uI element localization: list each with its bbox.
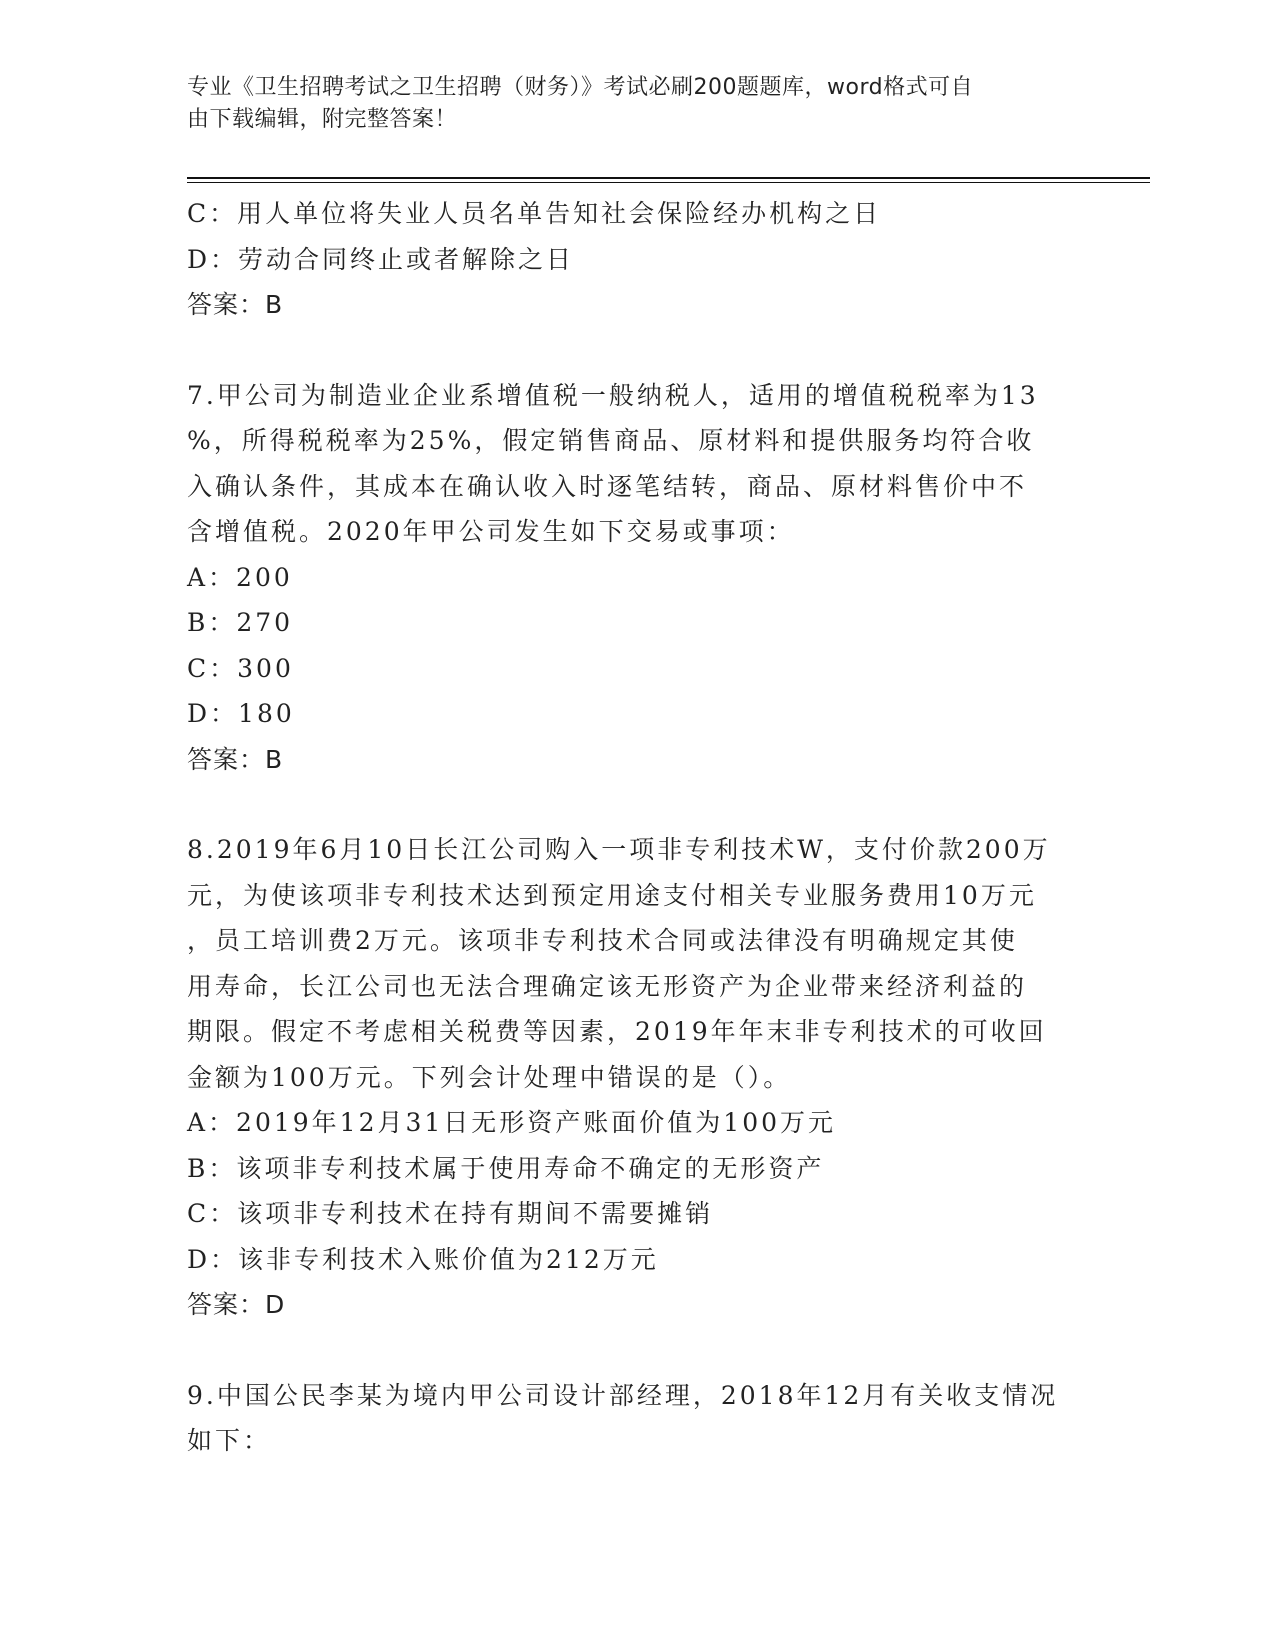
- question-stem-line: 期限。假定不考虑相关税费等因素，2019年年末非专利技术的可收回: [187, 1017, 1047, 1046]
- option-d: D：劳动合同终止或者解除之日: [187, 244, 575, 274]
- question-stem-line: 金额为100万元。下列会计处理中错误的是（）。: [187, 1062, 792, 1092]
- question-stem-line: 含增值税。2020年甲公司发生如下交易或事项：: [187, 517, 795, 546]
- question-stem-line: 如下：: [187, 1426, 272, 1455]
- header-divider-thin: [187, 182, 1150, 183]
- question-7: [187, 373, 1087, 783]
- option-a: A：2019年12月31日无形资产账面价值为100万元: [187, 1108, 837, 1137]
- option-c: C：用人单位将失业人员名单告知社会保险经办机构之日: [187, 199, 882, 228]
- option-a: A：200: [187, 562, 293, 592]
- question-content: [187, 191, 1087, 1464]
- question-6-continued: [187, 191, 1087, 328]
- question-9: [187, 1373, 1087, 1464]
- header-line-2: 由下载编辑，附完整答案！: [187, 107, 458, 132]
- answer-line: 答案：D: [187, 1290, 286, 1319]
- spacer: [187, 782, 1087, 827]
- answer-line: 答案：B: [187, 290, 284, 319]
- question-8: [187, 827, 1087, 1328]
- option-c: C：300: [187, 653, 294, 683]
- question-stem-line: 9.中国公民李某为境内甲公司设计部经理，2018年12月有关收支情况: [187, 1380, 1059, 1410]
- header-divider-thick: [187, 177, 1150, 179]
- option-d: D：180: [187, 699, 295, 728]
- option-b: B：该项非专利技术属于使用寿命不确定的无形资产: [187, 1153, 825, 1183]
- question-stem-line: ，员工培训费2万元。该项非专利技术合同或法律没有明确规定其使: [187, 926, 1018, 955]
- spacer: [187, 328, 1087, 373]
- option-c: C：该项非专利技术在持有期间不需要摊销: [187, 1199, 714, 1228]
- spacer: [187, 1328, 1087, 1373]
- option-b: B：270: [187, 608, 294, 637]
- question-stem-line: 用寿命，长江公司也无法合理确定该无形资产为企业带来经济利益的: [187, 971, 1028, 1001]
- question-stem-line: 7.甲公司为制造业企业系增值税一般纳税人，适用的增值税税率为13: [187, 380, 1039, 410]
- document-header: [187, 72, 1067, 136]
- answer-line: 答案：B: [187, 744, 284, 774]
- option-d: D：该非专利技术入账价值为212万元: [187, 1244, 659, 1274]
- question-stem-line: 入确认条件，其成本在确认收入时逐笔结转，商品、原材料售价中不: [187, 471, 1028, 501]
- question-stem-line: 元，为使该项非专利技术达到预定用途支付相关专业服务费用10万元: [187, 880, 1037, 910]
- question-stem-line: %，所得税税率为25%，假定销售商品、原材料和提供服务均符合收: [187, 426, 1035, 455]
- header-line-1: 专业《卫生招聘考试之卫生招聘（财务）》考试必刷200题题库，word格式可自: [187, 75, 974, 100]
- question-stem-line: 8.2019年6月10日长江公司购入一项非专利技术W，支付价款200万: [187, 835, 1051, 864]
